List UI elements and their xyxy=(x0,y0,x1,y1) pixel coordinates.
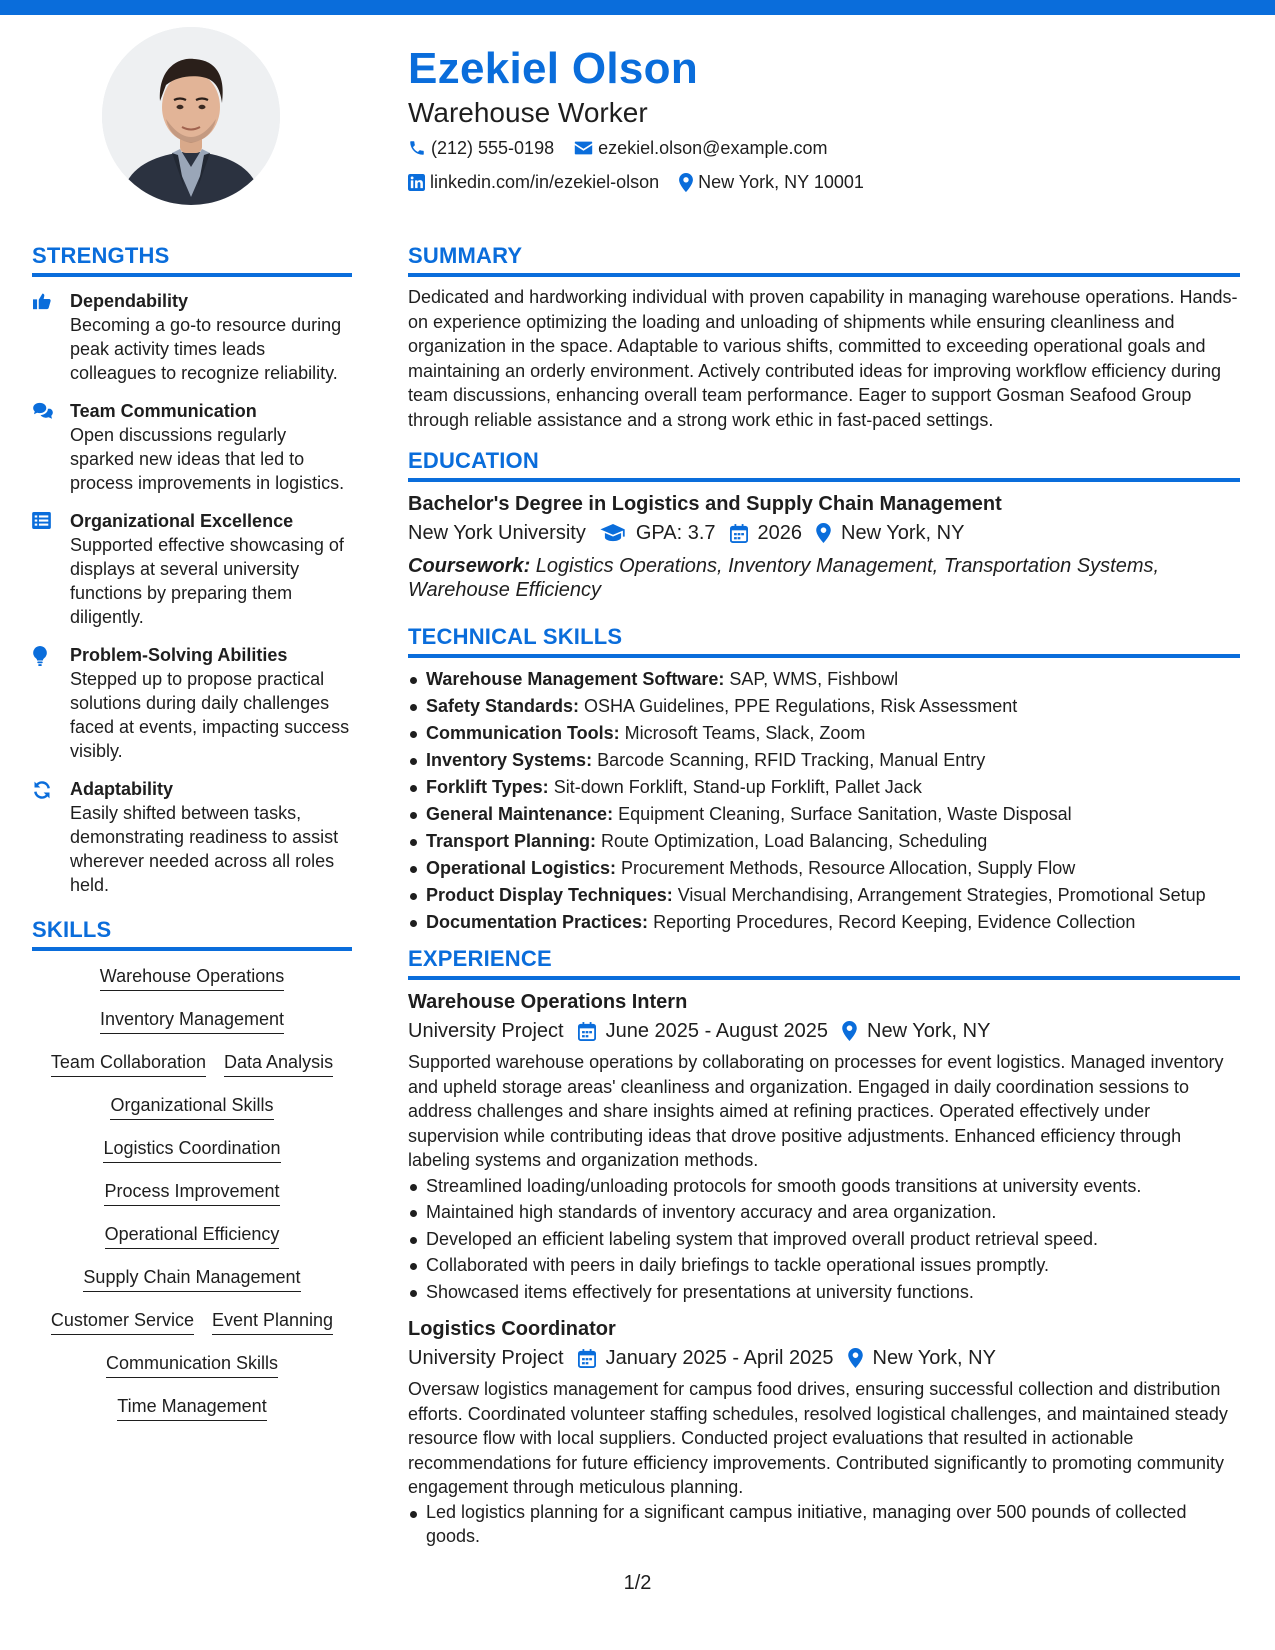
job-bullets xyxy=(408,1173,1240,1306)
skills-heading: SKILLS xyxy=(32,915,352,951)
strength-item xyxy=(32,289,352,385)
top-accent-bar xyxy=(0,0,1275,15)
linkedin-text: linkedin.com/in/ezekiel-olson xyxy=(430,172,660,192)
strength-desc: Stepped up to propose practical solutions during daily challenges faced at events, impacting success visibly. xyxy=(70,669,350,761)
strength-title: Team Communication xyxy=(70,401,257,421)
tech-skill-value: Reporting Procedures, Record Keeping, Evidence Collection xyxy=(648,912,1136,932)
location-contact xyxy=(679,166,864,198)
skill-tag: Process Improvement xyxy=(104,1178,279,1206)
job-meta xyxy=(408,1016,1240,1046)
coursework-list: Logistics Operations, Inventory Management, Transportation Systems, Warehouse Efficiency xyxy=(408,555,1160,601)
tech-skill-value: Procurement Methods, Resource Allocation, Supply Flow xyxy=(616,858,1076,878)
email-text: ezekiel.olson@example.com xyxy=(598,138,828,158)
profile-photo xyxy=(102,27,280,205)
skill-tag: Data Analysis xyxy=(224,1049,333,1077)
strength-item xyxy=(32,509,352,629)
tech-skill-label: Documentation Practices: xyxy=(426,912,649,932)
strength-title: Adaptability xyxy=(70,779,174,799)
strength-desc: Becoming a go-to resource during peak activity times leads colleagues to recognize reliability. xyxy=(70,315,342,383)
skill-tag: Operational Efficiency xyxy=(105,1221,280,1249)
list-item: Led logistics planning for a significant campus initiative, managing over 500 pounds of collected goods. xyxy=(408,1500,1240,1548)
list-icon xyxy=(32,512,51,529)
calendar-icon xyxy=(730,524,748,543)
experience-entry xyxy=(408,1315,1240,1548)
page-number: 1/2 xyxy=(623,1572,652,1594)
tech-skill-label: Warehouse Management Software: xyxy=(426,669,725,689)
education-meta xyxy=(408,518,1240,548)
tech-skill-value: Route Optimization, Load Balancing, Scheduling xyxy=(596,831,988,851)
strengths-heading: STRENGTHS xyxy=(32,241,352,277)
skill-tag: Team Collaboration xyxy=(51,1049,206,1077)
skills-list xyxy=(32,963,352,1421)
phone-text: (212) 555-0198 xyxy=(431,138,555,158)
strengths-list xyxy=(32,289,352,897)
list-item xyxy=(408,693,1240,720)
skill-tag: Supply Chain Management xyxy=(83,1264,300,1292)
job-dates: June 2025 - August 2025 xyxy=(605,1020,829,1042)
job-description: Supported warehouse operations by collaborating on processes for event logistics. Managed inventory and upheld storage areas' cleanliness and organization. Engaged in daily coordination sessions to address challenges and share insights aimed at refining practices. Operated effectively under supervision while contributing ideas that drove positive adjustments. Enhanced efficiency through labeling systems and organization methods. xyxy=(408,1052,1224,1170)
list-item: Showcased items effectively for presentations at university functions. xyxy=(408,1279,1240,1306)
left-column xyxy=(32,241,352,1436)
contact-row-1 xyxy=(408,132,1238,164)
list-item: Maintained high standards of inventory accuracy and area organization. xyxy=(408,1199,1240,1226)
summary-text: Dedicated and hardworking individual with proven capability in managing warehouse operations. Hands-on experience optimizing the loading and unloading of shipments while ensuring cleanliness and organization in the space. Adaptable to various shifts, committed to exceeding operational goals and maintaining an orderly environment. Actively contributed ideas for improving workflow efficiency during team discussions, enhancing overall team performance. Eager to support Gosman Seafood Group through reliable assistance and a strong work ethic in fast-paced settings. xyxy=(408,287,1238,430)
list-item xyxy=(408,882,1240,909)
gpa-text: GPA: 3.7 xyxy=(635,522,716,544)
chat-bubbles-icon xyxy=(32,402,54,420)
technical-skills-list xyxy=(408,666,1240,936)
grad-year: 2026 xyxy=(757,522,803,544)
strength-title: Organizational Excellence xyxy=(70,511,294,531)
list-item: Developed an efficient labeling system that improved overall product retrieval speed. xyxy=(408,1226,1240,1253)
tech-skill-label: Operational Logistics: xyxy=(426,858,617,878)
education-heading: EDUCATION xyxy=(408,446,1240,482)
strength-desc: Easily shifted between tasks, demonstrating readiness to assist wherever needed across all roles held. xyxy=(70,803,339,895)
tech-skill-label: Inventory Systems: xyxy=(426,750,593,770)
skill-tag: Organizational Skills xyxy=(110,1092,273,1120)
skill-tag: Logistics Coordination xyxy=(103,1135,280,1163)
list-item xyxy=(408,855,1240,882)
strength-desc: Open discussions regularly sparked new ideas that led to process improvements in logistics. xyxy=(70,425,345,493)
list-item xyxy=(408,666,1240,693)
skill-tag: Communication Skills xyxy=(106,1350,278,1378)
job-location: New York, NY xyxy=(867,1020,991,1042)
skill-tag: Time Management xyxy=(117,1393,266,1421)
tech-skill-label: Forklift Types: xyxy=(426,777,549,797)
strength-title: Problem-Solving Abilities xyxy=(70,645,288,665)
phone-icon xyxy=(408,139,426,157)
strength-item xyxy=(32,399,352,495)
summary-heading: SUMMARY xyxy=(408,241,1240,277)
strength-item xyxy=(32,777,352,897)
contact-row-2 xyxy=(408,166,1238,198)
list-item xyxy=(408,801,1240,828)
experience-heading: EXPERIENCE xyxy=(408,944,1240,980)
job-title: Warehouse Worker xyxy=(408,97,648,128)
lightbulb-icon xyxy=(32,646,48,666)
map-pin-icon xyxy=(679,173,693,192)
tech-skill-value: SAP, WMS, Fishbowl xyxy=(724,669,899,689)
technical-skills-heading: TECHNICAL SKILLS xyxy=(408,622,1240,658)
resume-header xyxy=(408,42,1238,198)
job-title: Warehouse Operations Intern xyxy=(408,991,688,1013)
thumbs-up-icon xyxy=(32,292,52,310)
strength-desc: Supported effective showcasing of displays at several university functions by preparing them diligently. xyxy=(70,535,344,627)
map-pin-icon xyxy=(842,1021,857,1041)
job-title: Logistics Coordinator xyxy=(408,1318,616,1340)
job-bullets xyxy=(408,1500,1240,1548)
list-item xyxy=(408,774,1240,801)
tech-skill-value: Equipment Cleaning, Surface Sanitation, Waste Disposal xyxy=(613,804,1072,824)
degree-title: Bachelor's Degree in Logistics and Supply Chain Management xyxy=(408,493,1002,515)
portrait-image xyxy=(102,27,280,205)
tech-skill-label: Safety Standards: xyxy=(426,696,580,716)
list-item: Streamlined loading/unloading protocols for smooth goods transitions at university events. xyxy=(408,1173,1240,1200)
refresh-icon xyxy=(32,780,52,800)
tech-skill-value: Barcode Scanning, RFID Tracking, Manual Entry xyxy=(592,750,986,770)
email-contact[interactable] xyxy=(574,132,827,164)
linkedin-contact[interactable] xyxy=(408,166,659,198)
skill-tag: Warehouse Operations xyxy=(100,963,284,991)
job-org: University Project xyxy=(408,1347,564,1369)
calendar-icon xyxy=(578,1022,596,1041)
tech-skill-label: Product Display Techniques: xyxy=(426,885,673,905)
envelope-icon xyxy=(574,140,593,156)
calendar-icon xyxy=(578,1349,596,1368)
list-item xyxy=(408,720,1240,747)
tech-skill-value: Sit-down Forklift, Stand-up Forklift, Pallet Jack xyxy=(548,777,922,797)
experience-entry xyxy=(408,988,1240,1305)
tech-skill-value: OSHA Guidelines, PPE Regulations, Risk Assessment xyxy=(579,696,1018,716)
strength-title: Dependability xyxy=(70,291,189,311)
map-pin-icon xyxy=(816,523,831,543)
phone-contact[interactable] xyxy=(408,132,554,164)
map-pin-icon xyxy=(848,1348,863,1368)
tech-skill-label: Transport Planning: xyxy=(426,831,597,851)
candidate-name: Ezekiel Olson xyxy=(408,44,699,93)
coursework xyxy=(408,554,1240,602)
tech-skill-label: General Maintenance: xyxy=(426,804,614,824)
school-location: New York, NY xyxy=(841,522,965,544)
list-item xyxy=(408,909,1240,936)
tech-skill-label: Communication Tools: xyxy=(426,723,620,743)
skill-tag: Event Planning xyxy=(212,1307,333,1335)
graduation-cap-icon xyxy=(600,524,626,542)
location-text: New York, NY 10001 xyxy=(698,172,864,192)
school-name: New York University xyxy=(408,522,586,544)
skill-tag: Inventory Management xyxy=(100,1006,284,1034)
strength-item xyxy=(32,643,352,763)
job-dates: January 2025 - April 2025 xyxy=(605,1347,834,1369)
skill-tag: Customer Service xyxy=(51,1307,194,1335)
coursework-label: Coursework: xyxy=(408,555,531,577)
list-item: Collaborated with peers in daily briefings to tackle operational issues promptly. xyxy=(408,1252,1240,1279)
job-location: New York, NY xyxy=(872,1347,996,1369)
tech-skill-value: Microsoft Teams, Slack, Zoom xyxy=(619,723,866,743)
job-meta xyxy=(408,1343,1240,1373)
tech-skill-value: Visual Merchandising, Arrangement Strategies, Promotional Setup xyxy=(672,885,1206,905)
right-column xyxy=(408,241,1240,1548)
job-description: Oversaw logistics management for campus food drives, ensuring successful collection and distribution efforts. Coordinated volunteer staffing schedules, resolved logistical challenges, and maintained steady resource flow with local suppliers. Conducted project evaluations that resulted in actionable recommendations for future efficiency improvements. Contributed significantly to promoting community engagement through meticulous planning. xyxy=(408,1379,1228,1497)
job-org: University Project xyxy=(408,1020,564,1042)
linkedin-icon xyxy=(408,174,425,191)
list-item xyxy=(408,747,1240,774)
list-item xyxy=(408,828,1240,855)
